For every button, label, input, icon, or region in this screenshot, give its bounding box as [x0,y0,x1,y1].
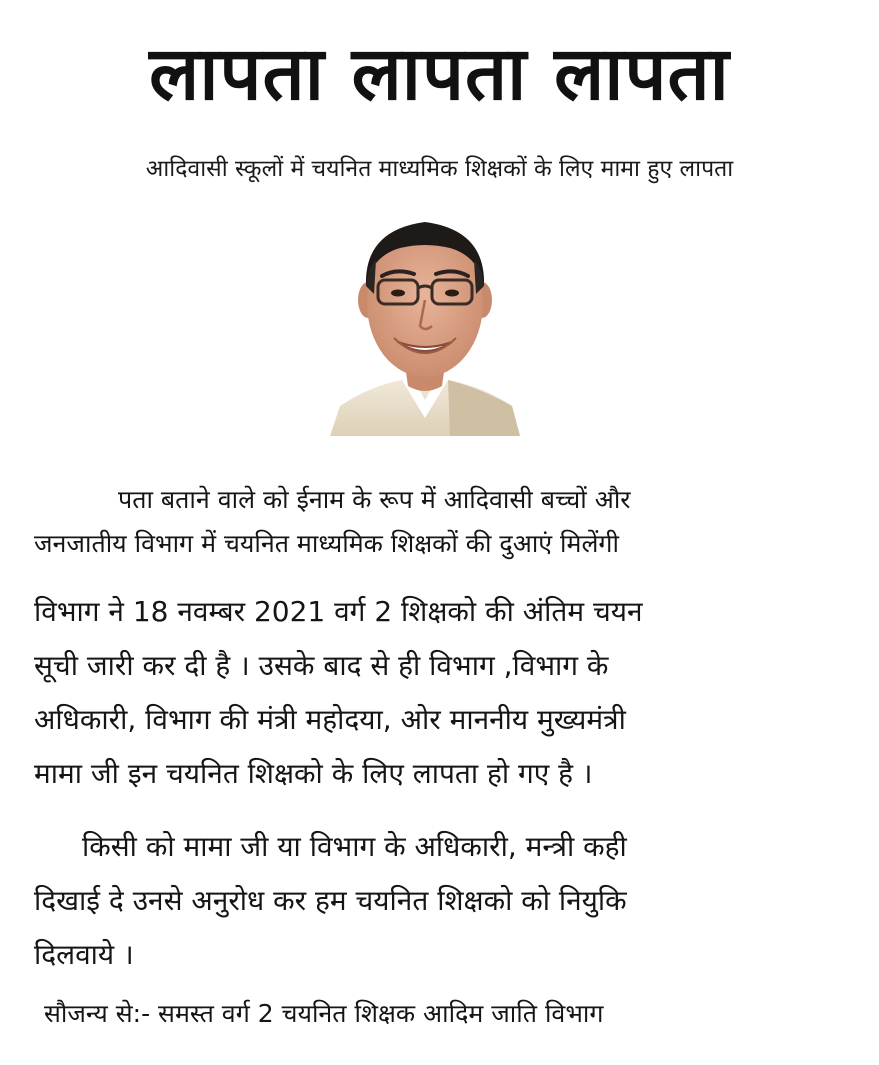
paragraph-reward-line-2: जनजातीय विभाग में चयनित माध्यमिक शिक्षकों की दुआएं मिलेंगी [34,529,619,558]
paragraph-selection-line-1: विभाग ने 18 नवम्बर 2021 वर्ग 2 शिक्षको की अंतिम चयन [34,595,643,628]
paragraph-reward-line-1: पता बताने वाले को ईनाम के रूप में आदिवासी बच्चों और [118,485,631,514]
paragraph-selection-line-3: अधिकारी, विभाग की मंत्री महोदया, ओर माननीय मुख्यमंत्री [34,703,626,736]
paragraph-request-line-3: दिलवाये । [34,938,134,971]
subheadline: आदिवासी स्कूलों में चयनित माध्यमिक शिक्षकों के लिए मामा हुए लापता [145,156,734,182]
paragraph-request-line-1: किसी को मामा जी या विभाग के अधिकारी, मन्त्री कही [82,830,627,863]
paragraph-selection-list [34,585,854,801]
paragraph-selection-line-2: सूची जारी कर दी है । उसके बाद से ही विभाग ,विभाग के [34,649,609,682]
paragraph-request [34,820,854,982]
paragraph-reward [34,478,854,566]
credit-line: सौजन्य से:- समस्त वर्ग 2 चयनित शिक्षक आदिम जाति विभाग [44,999,604,1028]
headline: लापता लापता लापता [149,31,730,117]
paragraph-selection-line-4: मामा जी इन चयनित शिक्षको के लिए लापता हो गए है । [34,757,593,790]
paragraph-request-line-2: दिखाई दे उनसे अनुरोध कर हम चयनित शिक्षको को नियुकि [34,884,627,917]
portrait-photo [330,208,520,436]
